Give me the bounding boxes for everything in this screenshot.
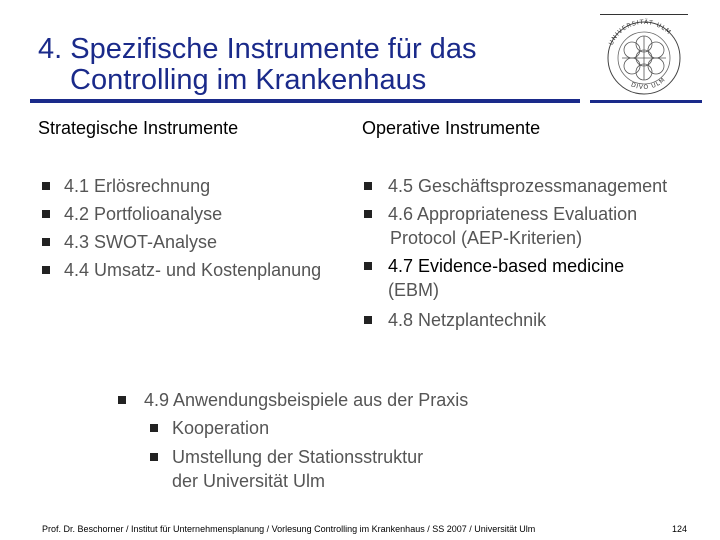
left-item-1: 4.1 Erlösrechnung <box>64 176 211 196</box>
university-seal-icon <box>592 14 696 98</box>
left-item-3: 4.3 SWOT-Analyse <box>64 232 218 252</box>
bullet-icon <box>150 453 158 461</box>
bullet-icon <box>42 210 50 218</box>
slide-title <box>38 34 476 96</box>
left-column-heading: Strategische Instrumente <box>38 118 239 138</box>
bullet-icon <box>118 396 126 404</box>
right-item-2-line2: Protocol (AEP-Kriterien) <box>390 228 583 248</box>
left-item-4: 4.4 Umsatz- und Kostenplanung <box>64 260 322 280</box>
title-underline <box>30 99 580 103</box>
bottom-sub-item-2-line1: Umstellung der Stationsstruktur <box>172 447 424 467</box>
logo-text-bottom: DIVO ULM <box>629 76 668 92</box>
bottom-sub-item-2-line2: der Universität Ulm <box>172 471 326 491</box>
bullet-icon <box>42 266 50 274</box>
bullet-icon <box>364 210 372 218</box>
right-item-2-line1: 4.6 Appropriateness Evaluation <box>388 204 638 224</box>
page-number: 124 <box>672 524 688 534</box>
footer-text: Prof. Dr. Beschorner / Institut für Unternehmensplanung / Vorlesung Controlling im Krankenhaus / SS 2007 / Universität Ulm <box>42 524 536 534</box>
slide-title-line1: 4. Spezifische Instrumente für das <box>38 33 477 65</box>
bottom-sub-item-1: Kooperation <box>172 418 270 438</box>
bullet-icon <box>364 316 372 324</box>
bullet-icon <box>42 182 50 190</box>
left-item-2: 4.2 Portfolioanalyse <box>64 204 223 224</box>
logo-underline <box>590 100 702 103</box>
right-item-1: 4.5 Geschäftsprozessmanagement <box>388 176 668 196</box>
bullet-icon <box>150 424 158 432</box>
right-item-3-line2: (EBM) <box>388 280 439 300</box>
bullet-icon <box>42 238 50 246</box>
logo-text-top: UNIVERSITÄT ULM <box>607 18 673 47</box>
right-column-heading: Operative Instrumente <box>362 118 541 138</box>
right-item-3-line1: 4.7 Evidence-based medicine <box>388 256 625 276</box>
slide-title-line2: Controlling im Krankenhaus <box>70 64 427 96</box>
bullet-icon <box>364 182 372 190</box>
right-item-4: 4.8 Netzplantechnik <box>388 310 547 330</box>
bottom-main-item: 4.9 Anwendungsbeispiele aus der Praxis <box>144 390 469 410</box>
bullet-icon <box>364 262 372 270</box>
